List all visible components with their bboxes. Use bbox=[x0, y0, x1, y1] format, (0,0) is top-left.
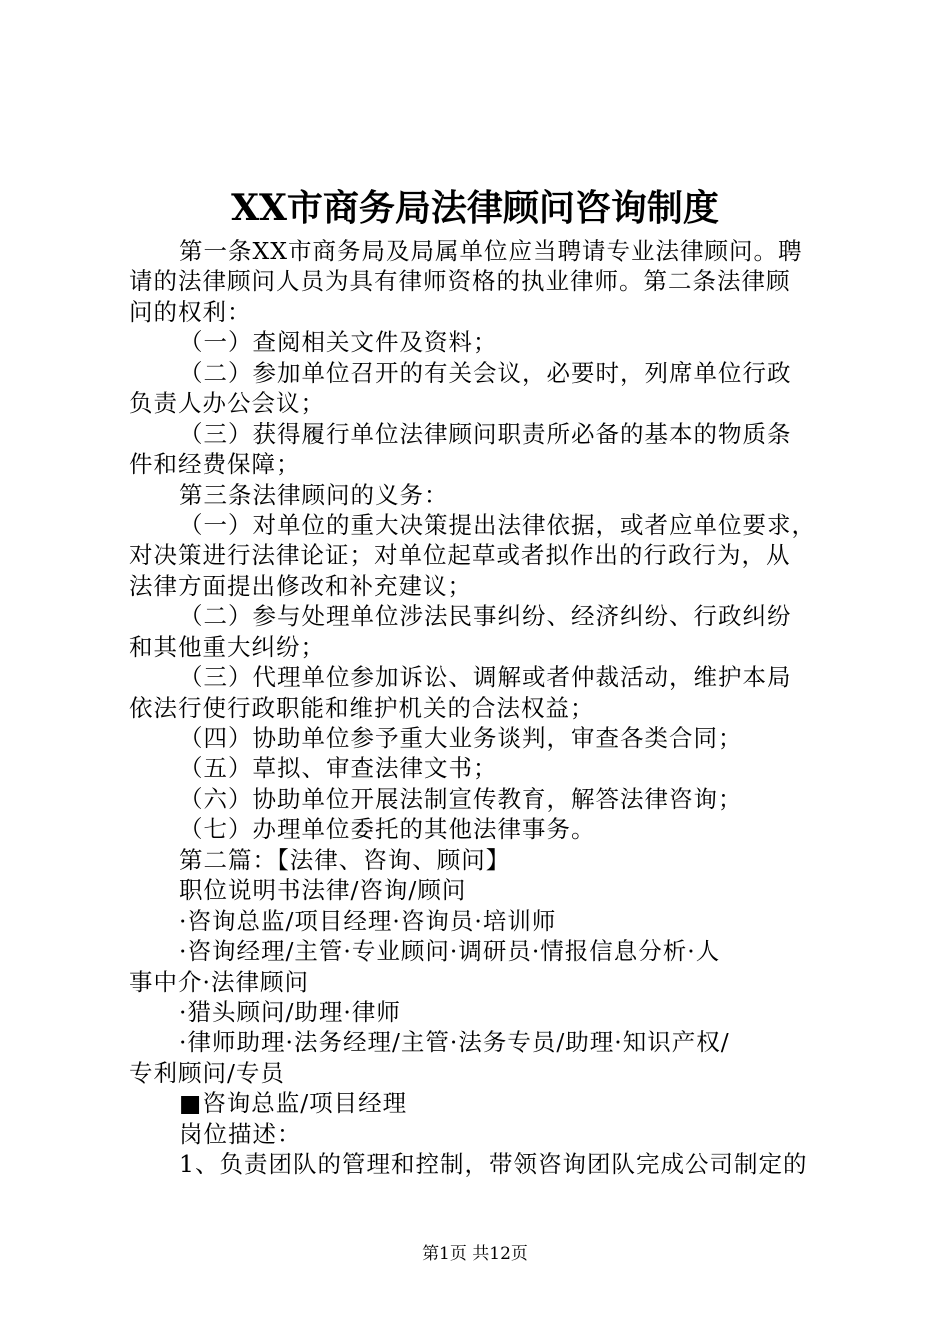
paragraph-line: 依法行使行政职能和维护机关的合法权益； bbox=[129, 693, 595, 722]
subsection-heading: ■咨询总监/项目经理 bbox=[179, 1089, 408, 1118]
bullet-line: 专利顾问/专员 bbox=[129, 1058, 285, 1087]
paragraph-line: 问的权利： bbox=[129, 297, 252, 326]
paragraph-line: 第三条法律顾问的义务： bbox=[179, 480, 449, 509]
bullet-line: 事中介·法律顾问 bbox=[129, 967, 309, 996]
document-body bbox=[129, 236, 829, 1180]
paragraph-line: （五）草拟、审查法律文书； bbox=[179, 754, 498, 783]
paragraph-line: 法律方面提出修改和补充建议； bbox=[129, 571, 472, 600]
paragraph-line: （二）参加单位召开的有关会议，必要时，列席单位行政 bbox=[179, 358, 792, 387]
paragraph-line: （三）代理单位参加诉讼、调解或者仲裁活动，维护本局 bbox=[179, 663, 792, 692]
paragraph-line: 第一条XX市商务局及局属单位应当聘请专业法律顾问。聘 bbox=[179, 237, 803, 265]
bullet-line: ·律师助理·法务经理/主管·法务专员/助理·知识产权/ bbox=[179, 1028, 730, 1057]
paragraph-line: 请的法律顾问人员为具有律师资格的执业律师。第二条法律顾 bbox=[129, 267, 791, 296]
paragraph-line: （二）参与处理单位涉法民事纠纷、经济纠纷、行政纠纷 bbox=[179, 602, 792, 631]
paragraph-line: （一）查阅相关文件及资料； bbox=[179, 328, 498, 357]
paragraph-line: 对决策进行法律论证；对单位起草或者拟作出的行政行为，从 bbox=[129, 541, 791, 570]
paragraph-line: 和其他重大纠纷； bbox=[129, 632, 325, 661]
bullet-line: ·咨询总监/项目经理·咨询员·培训师 bbox=[179, 906, 557, 935]
document-title: XX市商务局法律顾问咨询制度 bbox=[231, 187, 719, 229]
paragraph-line: 件和经费保障； bbox=[129, 450, 301, 479]
paragraph-line: （四）协助单位参予重大业务谈判，审查各类合同； bbox=[179, 724, 743, 752]
paragraph-line: 岗位描述： bbox=[179, 1119, 302, 1148]
paragraph-line: 1、负责团队的管理和控制，带领咨询团队完成公司制定的 bbox=[179, 1150, 808, 1179]
paragraph-line: （七）办理单位委托的其他法律事务。 bbox=[179, 815, 596, 844]
bullet-line: ·咨询经理/主管·专业顾问·调研员·情报信息分析·人 bbox=[179, 937, 721, 966]
paragraph-line: 负责人办公会议； bbox=[129, 389, 325, 418]
section-heading: 第二篇：【法律、咨询、顾问】 bbox=[179, 845, 511, 874]
paragraph-line: （三）获得履行单位法律顾问职责所必备的基本的物质条 bbox=[179, 419, 792, 448]
bullet-line: ·猎头顾问/助理·律师 bbox=[179, 997, 401, 1026]
paragraph-line: （六）协助单位开展法制宣传教育，解答法律咨询； bbox=[179, 784, 743, 813]
page-number-footer: 第1页 共12页 bbox=[422, 1244, 528, 1264]
paragraph-line: 职位说明书法律/咨询/顾问 bbox=[179, 876, 467, 905]
paragraph-line: （一）对单位的重大决策提出法律依据，或者应单位要求， bbox=[179, 510, 816, 539]
